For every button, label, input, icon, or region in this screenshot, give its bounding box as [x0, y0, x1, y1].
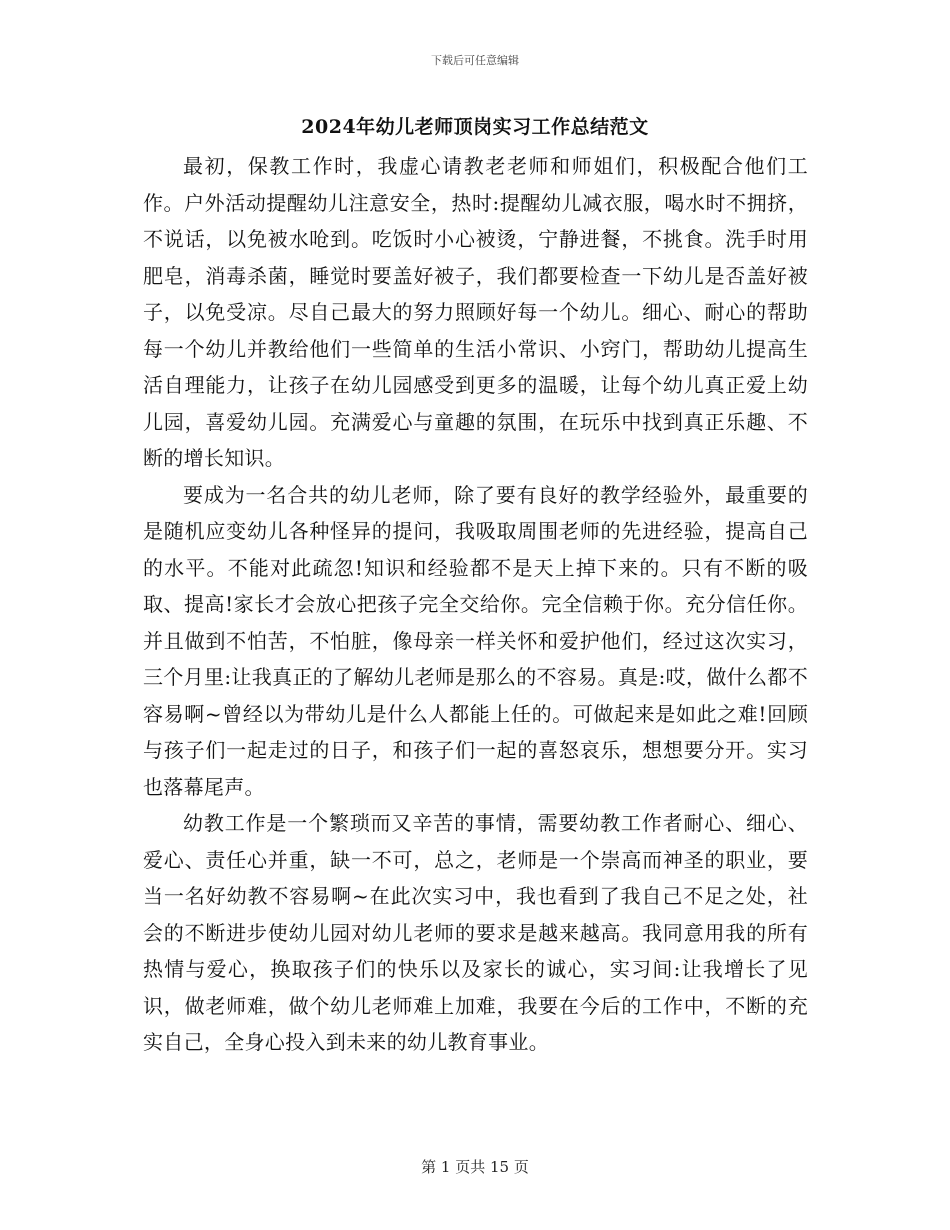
page-number: 第 1 页共 15 页	[421, 1158, 529, 1176]
body-paragraph: 要成为一名合共的幼儿老师，除了要有良好的教学经验外，最重要的是随机应变幼儿各种怪异的提问，我吸取周围老师的先进经验，提高自己的水平。不能对此疏忽!知识和经验都不是天上掉下来的。只有不断的吸取、提高!家长才会放心把孩子完全交给你。完全信赖于你。充分信任你。并且做到不怕苦，不怕脏，像母亲一样关怀和爱护他们，经过这次实习，三个月里:让我真正的了解幼儿老师是那么的不容易。真是:哎，做什么都不容易啊~曾经以为带幼儿是什么人都能上任的。可做起来是如此之难!回顾与孩子们一起走过的日子，和孩子们一起的喜怒哀乐，想想要分开。实习也落幕尾声。	[143, 482, 808, 799]
document-title: 2024年幼儿老师顶岗实习工作总结范文	[301, 116, 649, 138]
document-body	[143, 148, 808, 1061]
body-paragraph: 最初，保教工作时，我虚心请教老老师和师姐们，积极配合他们工作。户外活动提醒幼儿注意安全，热时:提醒幼儿减衣服，喝水时不拥挤，不说话，以免被水呛到。吃饭时小心被烫，宁静进餐，不挑食。洗手时用肥皂，消毒杀菌，睡觉时要盖好被子，我们都要检查一下幼儿是否盖好被子，以免受凉。尽自己最大的努力照顾好每一个幼儿。细心、耐心的帮助每一个幼儿并教给他们一些简单的生活小常识、小窍门，帮助幼儿提高生活自理能力，让孩子在幼儿园感受到更多的温暖，让每个幼儿真正爱上幼儿园，喜爱幼儿园。充满爱心与童趣的氛围，在玩乐中找到真正乐趣、不断的增长知识。	[143, 154, 808, 470]
page-header-note: 下载后可任意编辑	[431, 54, 519, 67]
body-paragraph: 幼教工作是一个繁琐而又辛苦的事情，需要幼教工作者耐心、细心、爱心、责任心并重，缺一不可，总之，老师是一个崇高而神圣的职业，要当一名好幼教不容易啊~在此次实习中，我也看到了我自己不足之处，社会的不断进步使幼儿园对幼儿老师的要求是越来越高。我同意用我的所有热情与爱心，换取孩子们的快乐以及家长的诚心，实习间:让我增长了见识，做老师难，做个幼儿老师难上加难，我要在今后的工作中，不断的充实自己，全身心投入到未来的幼儿教育事业。	[143, 811, 808, 1054]
